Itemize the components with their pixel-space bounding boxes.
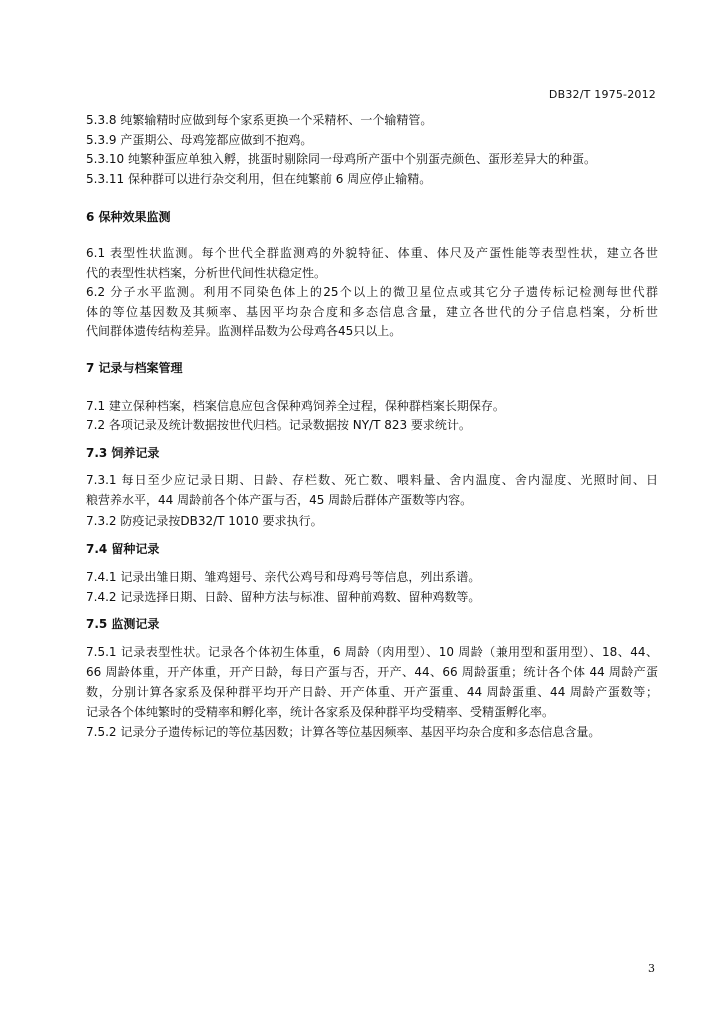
document-code: DB32/T 1975-2012	[548, 88, 656, 101]
clause-7-3-1-line1: 7.3.1 每日至少应记录日期、日龄、存栏数、死亡数、喂料量、舍内温度、舍内湿度、光照时间、日	[86, 473, 658, 487]
clause-7-5-1-line1: 7.5.1 记录表型性状。记录各个体初生体重，6 周龄（肉用型）、10 周龄（兼用型和蛋用型）、18、44、	[86, 645, 658, 659]
clause-7-1: 7.1 建立保种档案，档案信息应包含保种鸡饲养全过程，保种群档案长期保存。	[86, 399, 505, 413]
clause-7-4-1: 7.4.1 记录出雏日期、雏鸡翅号、亲代公鸡号和母鸡号等信息，列出系谱。	[86, 570, 481, 584]
clause-7-5-1-line4: 记录各个体纯繁时的受精率和孵化率，统计各家系及保种群平均受精率、受精蛋孵化率。	[86, 705, 555, 719]
clause-5-3-8: 5.3.8 纯繁输精时应做到每个家系更换一个采精杯、一个输精管。	[86, 113, 433, 127]
clause-6-2-line3: 代间群体遗传结构差异。监测样品数为公母鸡各45只以上。	[86, 324, 402, 338]
section-7-4-heading: 7.4 留种记录	[86, 542, 160, 556]
clause-5-3-9: 5.3.9 产蛋期公、母鸡笼都应做到不抱鸡。	[86, 133, 313, 147]
clause-6-2-line1: 6.2 分子水平监测。利用不同染色体上的25个以上的微卫星位点或其它分子遗传标记检测每世代群	[86, 285, 658, 299]
clause-6-1-line1: 6.1 表型性状监测。每个世代全群监测鸡的外貌特征、体重、体尺及产蛋性能等表型性状，建立各世	[86, 246, 658, 260]
clause-7-3-2: 7.3.2 防疫记录按DB32/T 1010 要求执行。	[86, 514, 323, 528]
clause-6-2-line2: 体的等位基因数及其频率、基因平均杂合度和多态信息含量，建立各世代的分子信息档案，分析世	[86, 305, 658, 319]
section-6-heading: 6 保种效果监测	[86, 210, 171, 224]
section-7-heading: 7 记录与档案管理	[86, 361, 183, 375]
clause-7-5-1-line3: 数，分别计算各家系及保种群平均开产日龄、开产体重、开产蛋重、44 周龄蛋重、44 周龄产蛋数等；	[86, 685, 658, 699]
section-7-3-heading: 7.3 饲养记录	[86, 446, 160, 460]
clause-6-1-line2: 代的表型性状档案，分析世代间性状稳定性。	[86, 266, 327, 280]
page-number: 3	[648, 962, 655, 975]
section-7-5-heading: 7.5 监测记录	[86, 617, 160, 631]
clause-7-4-2: 7.4.2 记录选择日期、日龄、留种方法与标准、留种前鸡数、留种鸡数等。	[86, 590, 481, 604]
clause-7-5-1-line2: 66 周龄体重，开产体重，开产日龄，每日产蛋与否，开产、44、66 周龄蛋重；统计各个体 44 周龄产蛋	[86, 665, 658, 679]
clause-7-2: 7.2 各项记录及统计数据按世代归档。记录数据按 NY/T 823 要求统计。	[86, 418, 471, 432]
clause-5-3-11: 5.3.11 保种群可以进行杂交利用，但在纯繁前 6 周应停止输精。	[86, 172, 432, 186]
clause-5-3-10: 5.3.10 纯繁种蛋应单独入孵，挑蛋时剔除同一母鸡所产蛋中个别蛋壳颜色、蛋形差异大的种蛋。	[86, 152, 596, 166]
clause-7-3-1-line2: 粮营养水平，44 周龄前各个体产蛋与否，45 周龄后群体产蛋数等内容。	[86, 493, 473, 507]
clause-7-5-2: 7.5.2 记录分子遗传标记的等位基因数；计算各等位基因频率、基因平均杂合度和多态信息含量。	[86, 725, 601, 739]
